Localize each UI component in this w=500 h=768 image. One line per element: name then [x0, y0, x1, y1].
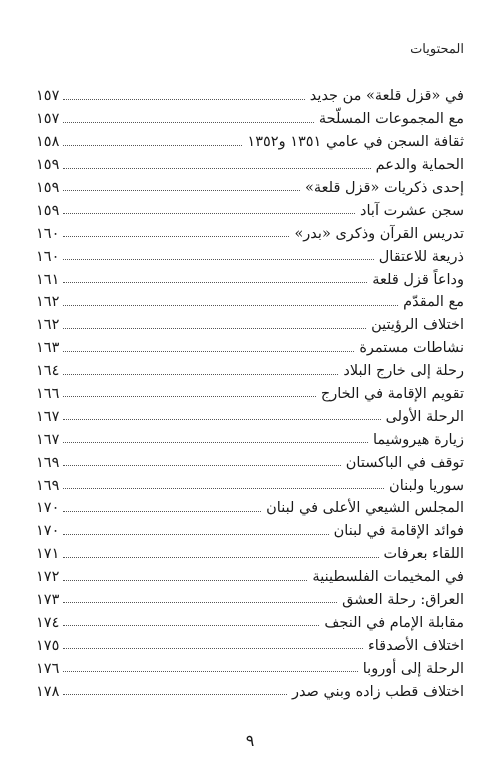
table-of-contents: [36, 81, 464, 699]
dot-leader: [63, 511, 261, 512]
dot-leader: [63, 580, 307, 581]
toc-entry-title: إحدى ذكريات «قزل قلعة»: [305, 179, 464, 196]
toc-entry-title: سوريا ولبنان: [389, 477, 464, 494]
toc-entry: [36, 333, 464, 356]
toc-entry: [36, 653, 464, 676]
toc-entry: [36, 287, 464, 310]
dot-leader: [63, 145, 242, 146]
toc-entry-page: ١٧٠: [36, 523, 60, 540]
dot-leader: [63, 396, 315, 397]
toc-entry: [36, 310, 464, 333]
toc-entry-page: ١٥٩: [36, 179, 60, 196]
toc-entry: [36, 562, 464, 585]
toc-entry: [36, 356, 464, 379]
toc-entry-title: في المخيمات الفلسطينية: [312, 569, 464, 586]
toc-entry-page: ١٥٩: [36, 157, 60, 174]
toc-entry-page: ١٥٧: [36, 88, 60, 105]
dot-leader: [63, 488, 384, 489]
toc-entry-page: ١٦٠: [36, 225, 60, 242]
toc-entry-page: ١٦١: [36, 271, 60, 288]
toc-entry: [36, 401, 464, 424]
toc-entry-title: الرحلة الأولى: [385, 408, 464, 425]
toc-entry-title: الحماية والدعم: [375, 157, 464, 174]
toc-entry: [36, 195, 464, 218]
toc-entry-page: ١٦٧: [36, 408, 60, 425]
toc-entry-page: ١٧١: [36, 546, 60, 563]
toc-entry-title: فوائد الإقامة في لبنان: [333, 523, 464, 540]
toc-entry-title: ذريعة للاعتقال: [378, 248, 464, 265]
toc-entry: [36, 173, 464, 196]
dot-leader: [63, 259, 373, 260]
toc-entry-page: ١٥٧: [36, 111, 60, 128]
dot-leader: [63, 557, 378, 558]
toc-entry-page: ١٧٥: [36, 637, 60, 654]
toc-entry-title: زيارة هيروشيما: [372, 431, 464, 448]
toc-entry-page: ١٦٧: [36, 431, 60, 448]
toc-entry: [36, 424, 464, 447]
toc-entry-page: ١٥٨: [36, 134, 60, 151]
toc-entry-page: ١٦٤: [36, 363, 60, 380]
dot-leader: [63, 694, 287, 695]
toc-entry-page: ١٦٦: [36, 385, 60, 402]
toc-entry-page: ١٦٩: [36, 454, 60, 471]
toc-entry-title: نشاطات مستمرة: [359, 340, 464, 357]
dot-leader: [63, 99, 304, 100]
running-header: المحتويات: [410, 42, 464, 57]
toc-entry-title: اللقاء بعرفات: [383, 546, 464, 563]
toc-entry-title: وداعاً قزل قلعة: [372, 271, 464, 288]
dot-leader: [63, 625, 319, 626]
toc-entry-title: اختلاف قطب زاده وبني صدر: [291, 683, 464, 700]
toc-entry-title: ثقافة السجن في عامي ١٣٥١ و١٣٥٢: [247, 134, 464, 151]
dot-leader: [63, 305, 398, 306]
toc-entry-title: مع المجموعات المسلّحة: [318, 111, 464, 128]
toc-entry: [36, 150, 464, 173]
toc-entry: [36, 218, 464, 241]
toc-entry-page: ١٥٩: [36, 202, 60, 219]
toc-entry: [36, 104, 464, 127]
toc-entry-title: سجن عشرت آباد: [360, 202, 464, 219]
toc-entry: [36, 630, 464, 653]
toc-entry: [36, 516, 464, 539]
toc-entry-page: ١٧٠: [36, 500, 60, 517]
toc-entry: [36, 585, 464, 608]
toc-entry-title: اختلاف الأصدقاء: [367, 637, 464, 654]
dot-leader: [63, 168, 370, 169]
toc-entry: [36, 81, 464, 104]
dot-leader: [63, 213, 355, 214]
toc-entry: [36, 241, 464, 264]
dot-leader: [63, 328, 366, 329]
toc-entry: [36, 470, 464, 493]
toc-entry-title: رحلة إلى خارج البلاد: [343, 363, 464, 380]
toc-entry: [36, 493, 464, 516]
toc-entry: [36, 676, 464, 699]
toc-entry: [36, 539, 464, 562]
dot-leader: [63, 122, 313, 123]
dot-leader: [63, 236, 289, 237]
dot-leader: [63, 671, 357, 672]
toc-entry-title: الرحلة إلى أوروبا: [362, 660, 464, 677]
toc-entry-page: ١٧٦: [36, 660, 60, 677]
toc-entry: [36, 379, 464, 402]
toc-entry-page: ١٧٣: [36, 591, 60, 608]
toc-entry: [36, 447, 464, 470]
toc-entry-page: ١٧٤: [36, 614, 60, 631]
toc-entry: [36, 607, 464, 630]
toc-entry: [36, 127, 464, 150]
toc-entry-title: توقف في الباكستان: [345, 454, 464, 471]
toc-entry-title: العراق: رحلة العشق: [342, 591, 464, 608]
dot-leader: [63, 602, 337, 603]
dot-leader: [63, 374, 338, 375]
toc-entry-page: ١٧٢: [36, 569, 60, 586]
toc-entry-page: ١٧٨: [36, 683, 60, 700]
toc-entry-title: في «قزل قلعة» من جديد: [309, 88, 464, 105]
dot-leader: [63, 282, 367, 283]
toc-entry-title: المجلس الشيعي الأعلى في لبنان: [266, 500, 464, 517]
page-number: ٩: [245, 731, 255, 750]
toc-entry-title: تقويم الإقامة في الخارج: [320, 385, 464, 402]
dot-leader: [63, 351, 354, 352]
dot-leader: [63, 465, 340, 466]
dot-leader: [63, 419, 380, 420]
toc-entry-page: ١٦٢: [36, 294, 60, 311]
toc-entry-title: مقابلة الإمام في النجف: [324, 614, 464, 631]
dot-leader: [63, 534, 328, 535]
toc-entry-title: اختلاف الرؤيتين: [371, 317, 464, 334]
toc-entry-title: مع المقدّم: [403, 294, 464, 311]
toc-entry-page: ١٦٣: [36, 340, 60, 357]
dot-leader: [63, 648, 363, 649]
toc-entry-page: ١٦٠: [36, 248, 60, 265]
dot-leader: [63, 190, 300, 191]
toc-entry-page: ١٦٩: [36, 477, 60, 494]
dot-leader: [63, 442, 368, 443]
toc-entry: [36, 264, 464, 287]
toc-entry-title: تدريس القرآن وذكرى «بدر»: [294, 225, 464, 242]
toc-entry-page: ١٦٢: [36, 317, 60, 334]
